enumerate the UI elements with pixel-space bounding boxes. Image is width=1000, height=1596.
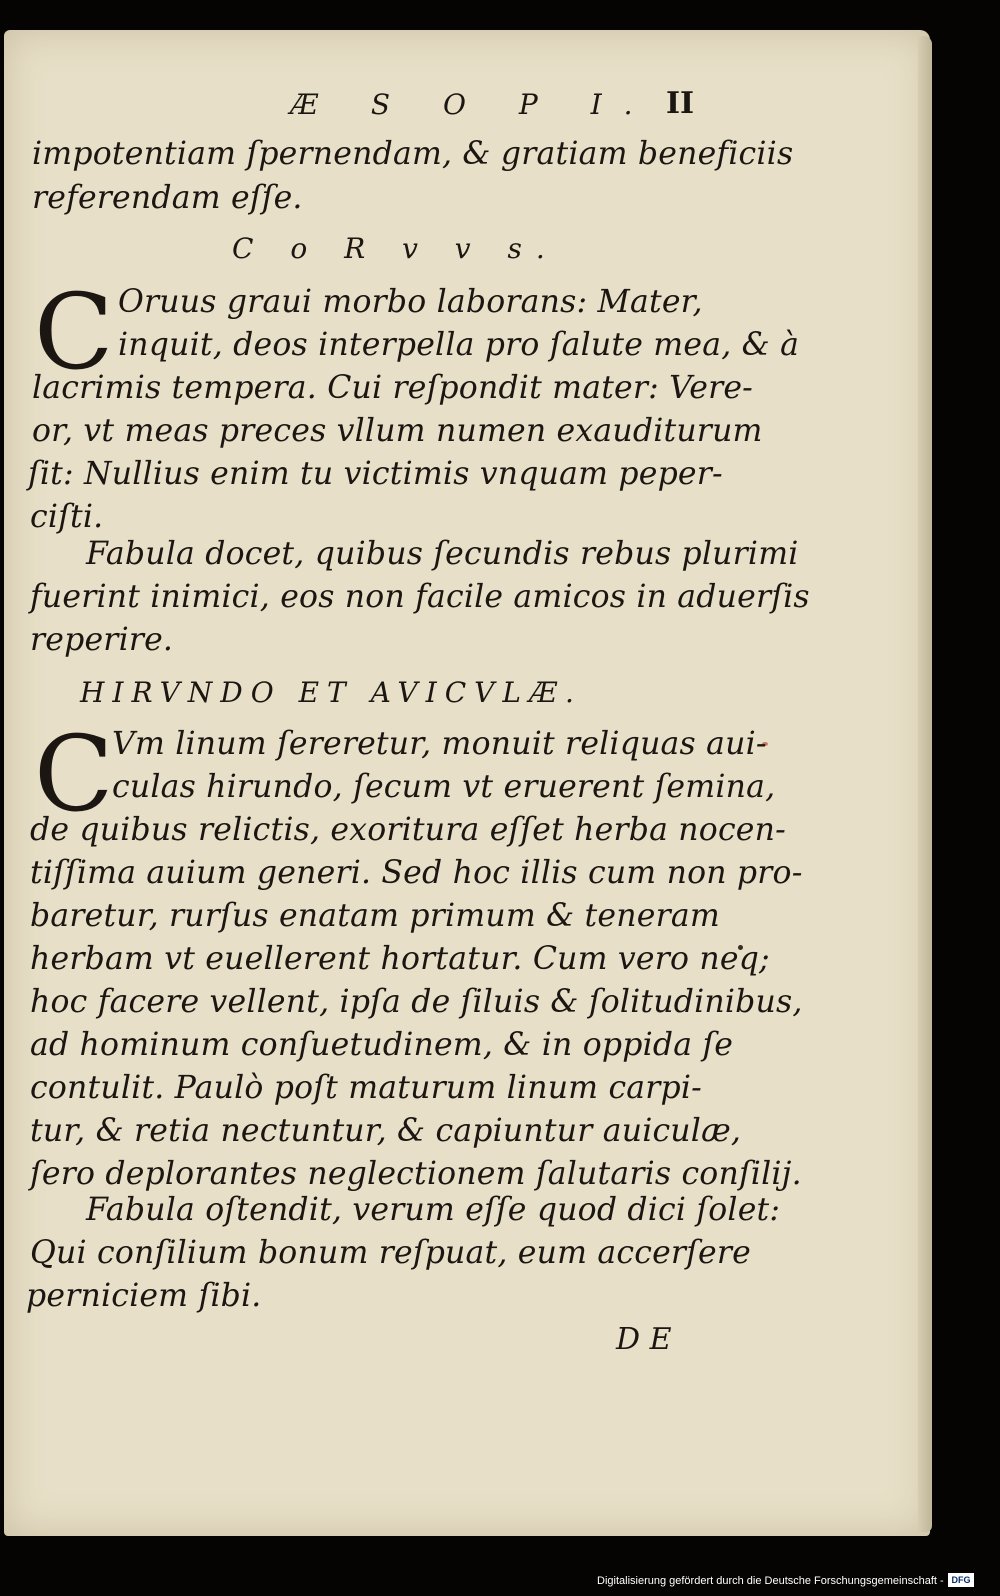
fable-title: C o R v v s. (232, 232, 559, 265)
page-number: II (666, 86, 695, 121)
text-line: baretur, rurſus enatam primum & teneram (30, 898, 720, 934)
text-line: culas hirundo, ſecum vt eruerent ſemina, (112, 769, 776, 805)
dfg-logo: DFG (948, 1573, 974, 1587)
text-line: impotentiam ſpernendam, & gratiam beneficiis (32, 136, 794, 172)
text-line: hoc facere vellent, ipſa de ſiluis & ſolitudinibus, (30, 984, 803, 1020)
text-line: ſero deplorantes neglectionem ſalutaris conſilij. (30, 1156, 802, 1192)
text-line: fuerint inimici, eos non facile amicos in aduerſis (30, 579, 810, 615)
text-line: contulit. Paulò poſt maturum linum carpi- (30, 1070, 703, 1106)
drop-capital: C (34, 271, 114, 393)
text-line: Fabula oſtendit, verum eſſe quod dici ſolet: (86, 1192, 781, 1228)
text-line: de quibus relictis, exoritura eſſet herba nocen- (30, 812, 786, 848)
text-line: Vm linum ſereretur, monuit reliquas aui- (112, 726, 767, 762)
text-line: or, vt meas preces vllum numen exauditurum (32, 413, 763, 449)
text-line: inquit, deos interpella pro ſalute mea, & à (118, 327, 800, 363)
digitization-credit: Digitalisierung gefördert durch die Deutsche Forschungsgemeinschaft - (597, 1575, 944, 1587)
text-line: lacrimis tempera. Cui reſpondit mater: Vere- (32, 370, 754, 406)
text-line: ſit: Nullius enim tu victimis vnquam peper- (28, 456, 723, 492)
text-line: referendam eſſe. (32, 180, 303, 216)
text-line: Oruus graui morbo laborans: Mater, (118, 284, 703, 320)
text-line: tiſſima auium generi. Sed hoc illis cum non pro- (30, 855, 803, 891)
fable-title: HIRVNDO ET AVICVLÆ. (80, 676, 582, 709)
text-line: reperire. (30, 622, 174, 658)
text-line: herbam vt euellerent hortatur. Cum vero neq; (30, 941, 770, 977)
text-line: Fabula docet, quibus ſecundis rebus plurimi (86, 536, 799, 572)
text-line: ciſti. (30, 499, 104, 535)
running-head: Æ S O P I. (290, 88, 655, 121)
text-line: ad hominum conſuetudinem, & in oppida ſe (30, 1027, 734, 1063)
drop-capital: C (34, 713, 114, 835)
catchword: D E (616, 1322, 672, 1357)
page-edge (918, 36, 932, 1532)
text-line: Qui conſilium bonum reſpuat, eum accerſere (30, 1235, 751, 1271)
text-line: perniciem ſibi. (26, 1278, 262, 1314)
text-line: tur, & retia nectuntur, & capiuntur auiculæ, (30, 1113, 742, 1149)
